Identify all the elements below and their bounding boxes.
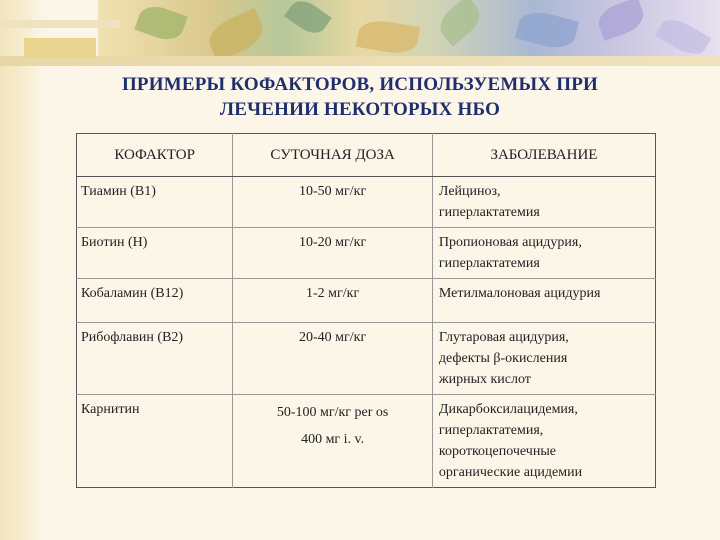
- disease-text: Метилмалоновая ацидурия: [438, 286, 601, 301]
- dose-cell: 10-50 мг/кг: [233, 177, 433, 228]
- disease-text: Пропионовая ацидурия, гиперлактатемия: [438, 235, 582, 271]
- title-line-2: ЛЕЧЕНИИ НЕКОТОРЫХ НБО: [219, 99, 501, 120]
- table-row: [77, 177, 656, 228]
- disease-cell: [432, 395, 655, 488]
- cofactor-cell: Тиамин (В1): [77, 177, 233, 228]
- table-row: [77, 395, 656, 488]
- dose-cell: [233, 395, 433, 488]
- header-accent-block: [24, 38, 96, 58]
- disease-cell: [432, 228, 655, 279]
- disease-text: Глутаровая ацидурия, дефекты β-окисления жирных кислот: [438, 330, 569, 387]
- cofactor-cell: Кобаламин (В12): [77, 279, 233, 323]
- dose-text: 50-100 мг/кг per os 400 мг i. v.: [276, 405, 389, 447]
- dose-cell: 1-2 мг/кг: [233, 279, 433, 323]
- cofactor-table: [76, 133, 656, 488]
- cofactor-cell: Рибофлавин (В2): [77, 323, 233, 395]
- table-row: [77, 228, 656, 279]
- cofactor-cell: Биотин (Н): [77, 228, 233, 279]
- disease-cell: [432, 279, 655, 323]
- page-title: [40, 72, 680, 122]
- table-row: [77, 279, 656, 323]
- dose-cell: 20-40 мг/кг: [233, 323, 433, 395]
- column-header-cofactor: КОФАКТОР: [77, 134, 233, 177]
- header-accent-bar: [0, 20, 120, 28]
- title-line-1: ПРИМЕРЫ КОФАКТОРОВ, ИСПОЛЬЗУЕМЫХ ПРИ: [121, 74, 599, 95]
- column-header-disease: ЗАБОЛЕВАНИЕ: [432, 134, 655, 177]
- table-header-row: [77, 134, 656, 177]
- disease-cell: [432, 177, 655, 228]
- dose-cell: 10-20 мг/кг: [233, 228, 433, 279]
- background-left-band: [0, 0, 44, 540]
- column-header-dose: СУТОЧНАЯ ДОЗА: [233, 134, 433, 177]
- disease-text: Дикарбоксилацидемия, гиперлактатемия, короткоцепочечные органические ацидемии: [438, 402, 583, 480]
- header-divider-band: [0, 56, 720, 66]
- disease-cell: [432, 323, 655, 395]
- table-row: [77, 323, 656, 395]
- disease-text: Лейциноз, гиперлактатемия: [438, 184, 540, 220]
- cofactor-cell: Карнитин: [77, 395, 233, 488]
- floral-header-image: [98, 0, 720, 62]
